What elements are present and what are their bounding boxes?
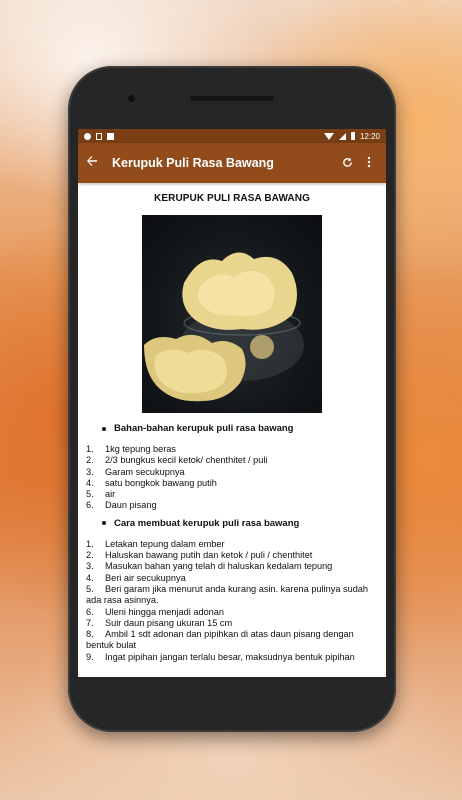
list-item: 3. Masukan bahan yang telah di haluskan kedalam tepung: [86, 561, 333, 572]
list-item: 4. satu bongkok bawang putih: [86, 477, 217, 488]
article-heading: KERUPUK PULI RASA BAWANG: [154, 193, 310, 204]
list-item: 2. Haluskan bawang putih dan ketok / puli / chenthitet: [86, 550, 313, 561]
toolbar-title: Kerupuk Puli Rasa Bawang: [112, 156, 274, 170]
refresh-icon[interactable]: [336, 155, 358, 171]
list-item: 1. Letakan tepung dalam ember: [86, 538, 225, 549]
list-item: 4. Beri air secukupnya: [86, 572, 186, 583]
list-item: 2. 2/3 bungkus kecil ketok/ chenthitet / puli: [86, 455, 268, 466]
phone-frame: [68, 66, 396, 732]
status-time: 12:20: [359, 131, 380, 141]
wifi-icon: [324, 133, 334, 140]
article-content: [78, 183, 386, 663]
list-item: 7. Suir daun pisang ukuran 15 cm: [86, 617, 233, 628]
kerupuk-photo: [142, 215, 322, 413]
list-item: 8. Ambil 1 sdt adonan dan pipihkan di atas daun pisang dengan bentuk bulat: [86, 629, 354, 651]
more-vert-icon[interactable]: [358, 155, 380, 171]
ingredients-title: Bahan-bahan kerupuk puli rasa bawang: [114, 423, 294, 434]
steps-list: [86, 539, 378, 663]
list-item: 9. Ingat pipihan jangan terlalu besar, maksudnya bentuk pipihan: [86, 651, 355, 662]
ingredients-section-title: [102, 423, 378, 434]
list-item: 6. Daun pisang: [86, 500, 157, 511]
list-item: 3. Garam secukupnya: [86, 466, 185, 477]
bullet-icon: [102, 427, 106, 431]
list-item: 6. Uleni hingga menjadi adonan: [86, 606, 225, 617]
steps-section-title: [102, 518, 378, 529]
ingredients-list: [86, 444, 378, 512]
status-bar: [78, 129, 386, 143]
bullet-icon: [102, 521, 106, 525]
list-item: 5. air: [86, 489, 116, 500]
back-arrow-icon[interactable]: [86, 143, 112, 183]
steps-title: Cara membuat kerupuk puli rasa bawang: [114, 517, 300, 529]
front-camera: [128, 95, 135, 102]
signal-icon: [339, 133, 346, 140]
notification-shield-icon: [84, 133, 91, 140]
list-item: 1. 1kg tepung beras: [86, 444, 177, 454]
earpiece-speaker: [190, 96, 274, 101]
list-item: 5. Beri garam jika menurut anda kurang asin. karena pulinya sudah ada rasa asinnya.: [86, 583, 369, 606]
notification-app-icon: [107, 133, 114, 140]
app-screen: [78, 129, 386, 677]
notification-image-icon: [96, 133, 102, 140]
app-toolbar: [78, 143, 386, 183]
battery-icon: [351, 132, 355, 140]
